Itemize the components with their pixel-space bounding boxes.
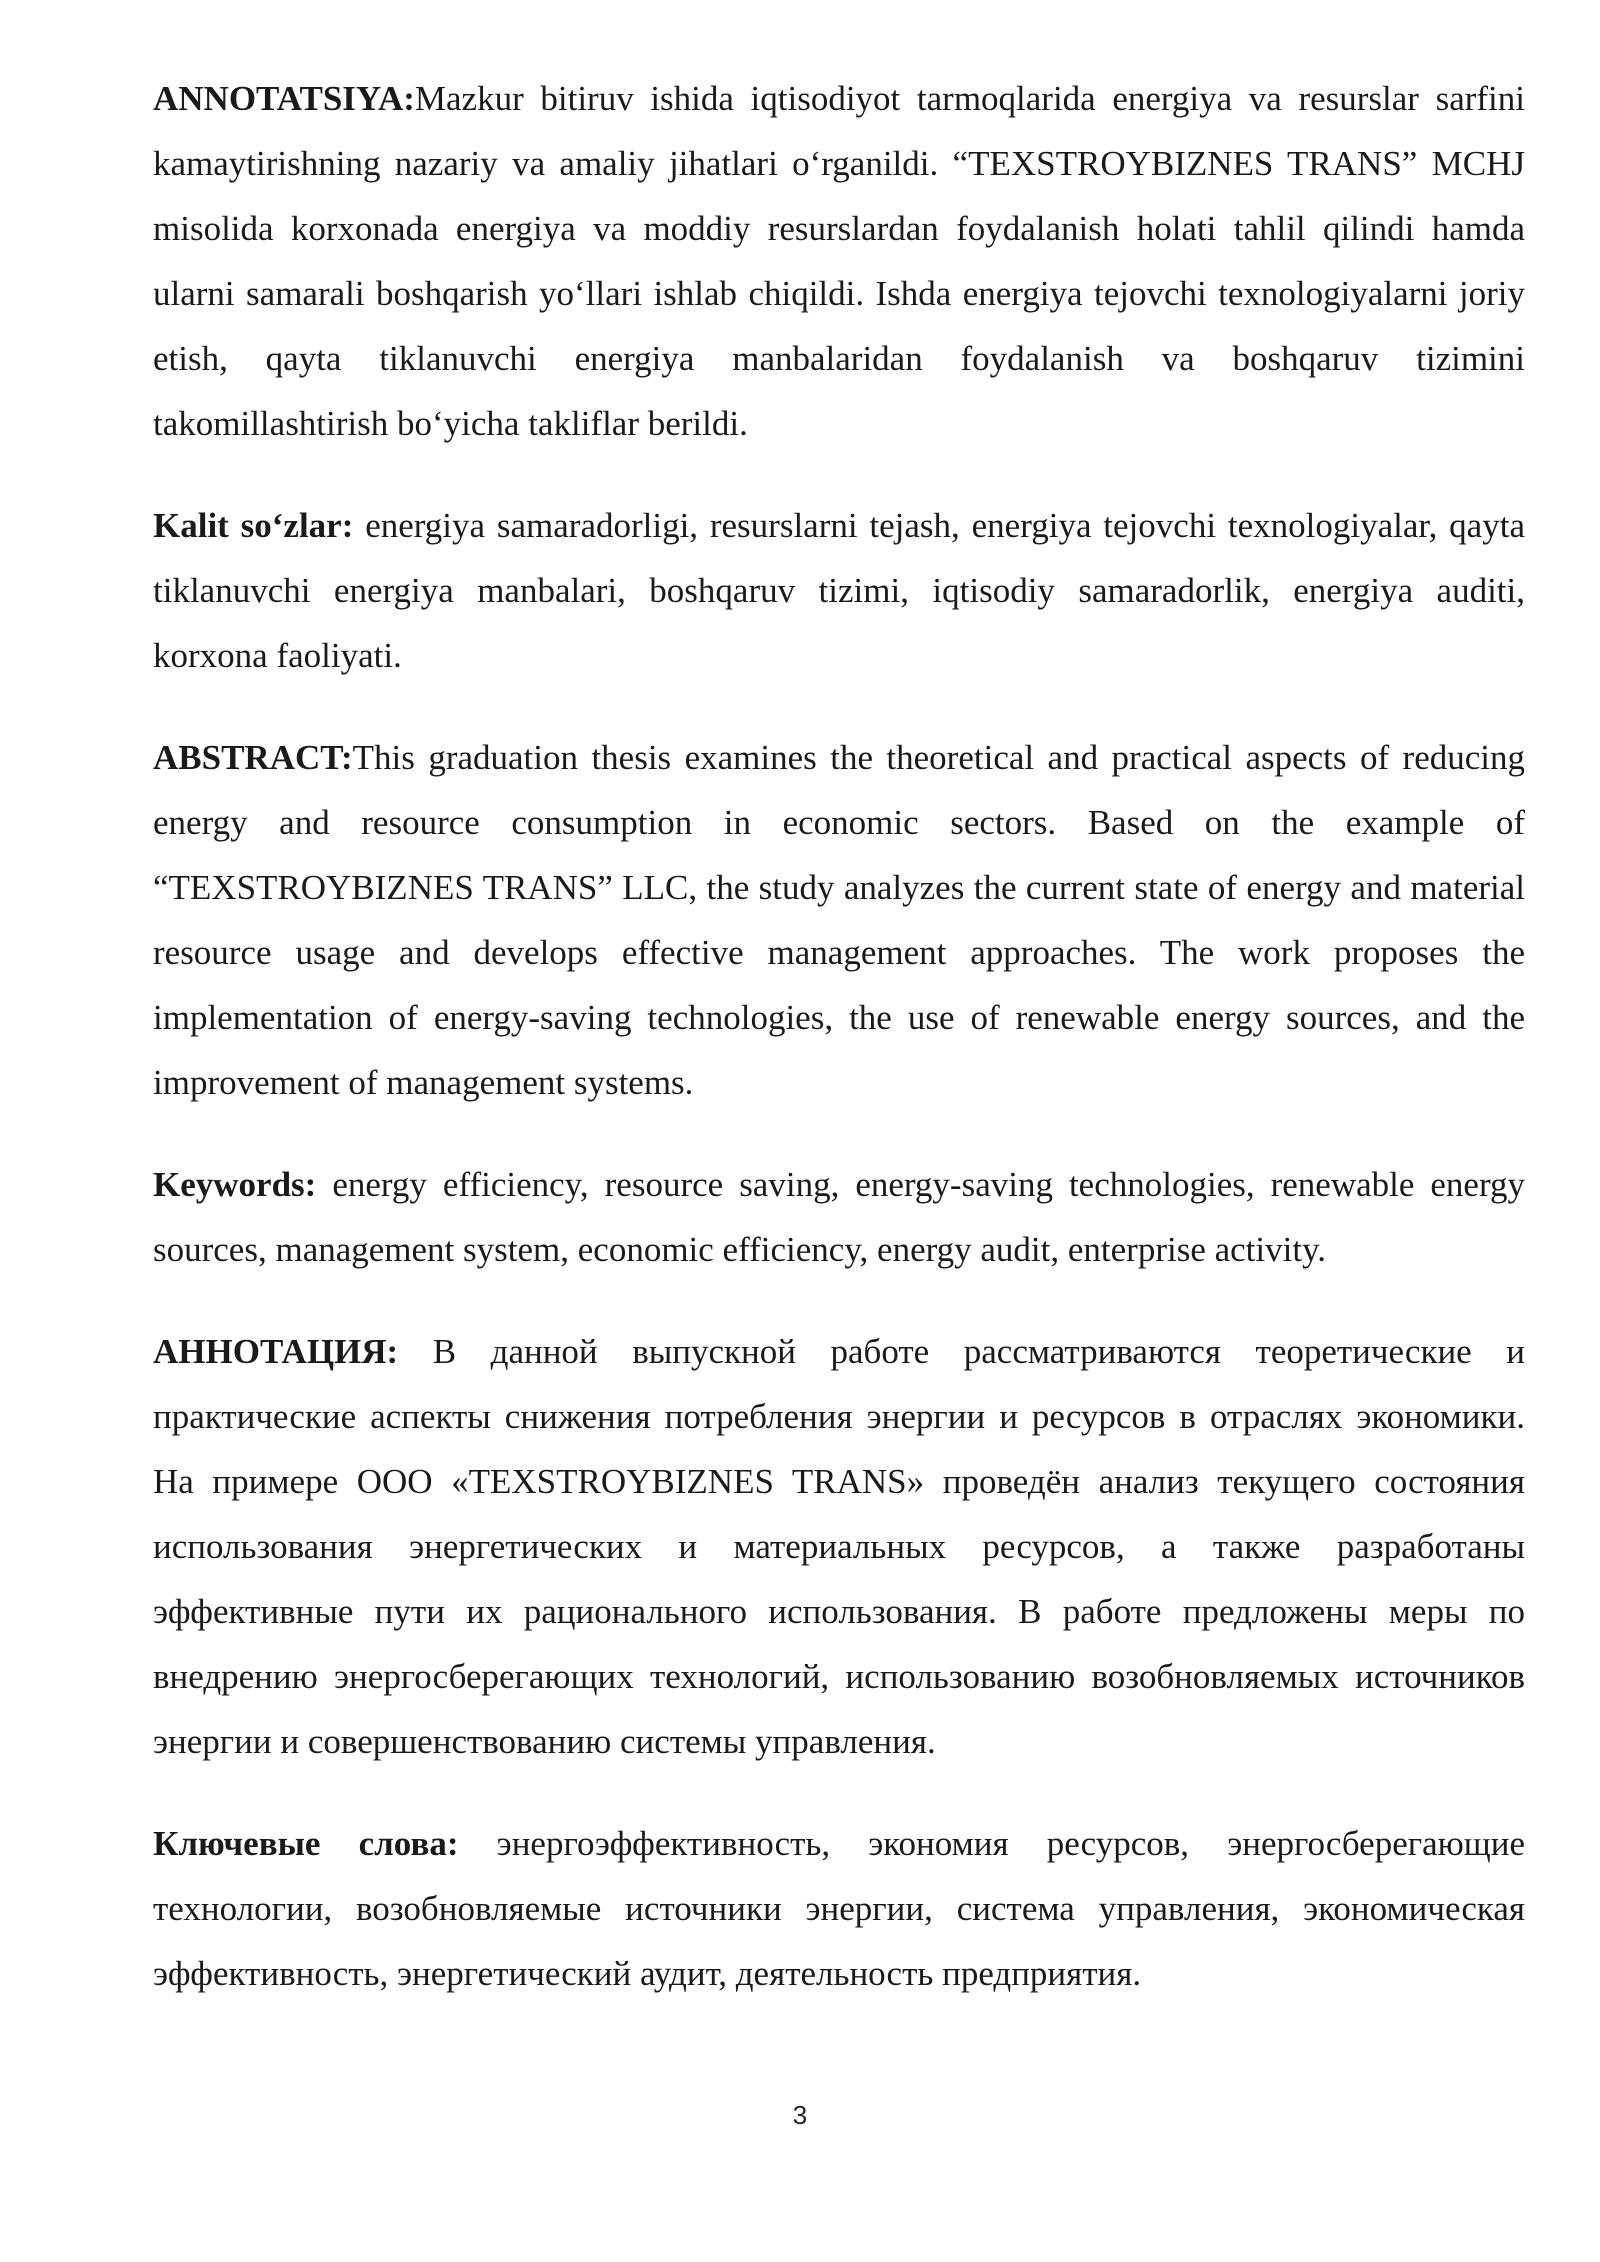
abstract-label: ABSTRACT: — [153, 738, 353, 777]
kalit-sozlar-text: energiya samaradorligi, resurslarni tejash, energiya tejovchi texnologiyalar, qayta tiklanuvchi energiya manbalari, boshqaruv tizimi, iqtisodiy samaradorlik, energiya auditi, korxona faoliyati. — [153, 506, 1525, 675]
keywords-label: Keywords: — [153, 1165, 317, 1204]
annotatsiya-ru-text: В данной выпускной работе рассматриваются теоретические и практические аспекты снижения потребления энергии и ресурсов в отраслях экономики. На примере ООО «TEXSTROYBIZNES TRANS» проведён анализ текущего состояния использования энергетических и материальных ресурсов, а также разработаны эффективные пути их рационального использования. В работе предложены меры по внедрению энергосберегающих технологий, использованию возобновляемых источников энергии и совершенствованию системы управления. — [153, 1332, 1525, 1761]
kalit-sozlar-paragraph — [153, 493, 1525, 688]
annotatsiya-ru-paragraph — [153, 1319, 1525, 1774]
page-content — [153, 66, 1525, 2043]
abstract-text: This graduation thesis examines the theoretical and practical aspects of reducing energy and resource consumption in economic sectors. Based on the example of “TEXSTROYBIZNES TRANS” LLC, the study analyzes the current state of energy and material resource usage and develops effective management approaches. The work proposes the implementation of energy-saving technologies, the use of renewable energy sources, and the improvement of management systems. — [153, 738, 1525, 1102]
kalit-sozlar-label: Kalit so‘zlar: — [153, 506, 354, 545]
klyuchevye-slova-label: Ключевые слова: — [153, 1824, 459, 1863]
annotatsiya-label: ANNOTATSIYA: — [153, 79, 415, 118]
keywords-paragraph — [153, 1152, 1525, 1282]
page-number: 3 — [792, 2100, 808, 2130]
abstract-paragraph — [153, 725, 1525, 1115]
klyuchevye-slova-paragraph — [153, 1811, 1525, 2006]
keywords-text: energy efficiency, resource saving, energy-saving technologies, renewable energy sources, management system, economic efficiency, energy audit, enterprise activity. — [153, 1165, 1525, 1269]
klyuchevye-slova-text: энергоэффективность, экономия ресурсов, энергосберегающие технологии, возобновляемые источники энергии, система управления, экономическая эффективность, энергетический аудит, деятельность предприятия. — [153, 1824, 1525, 1993]
annotatsiya-ru-label: АННОТАЦИЯ: — [153, 1332, 399, 1371]
annotatsiya-text: Mazkur bitiruv ishida iqtisodiyot tarmoqlarida energiya va resurslar sarfini kamaytirishning nazariy va amaliy jihatlari o‘rganildi. “TEXSTROYBIZNES TRANS” MCHJ misolida korxonada energiya va moddiy resurslardan foydalanish holati tahlil qilindi hamda ularni samarali boshqarish yo‘llari ishlab chiqildi. Ishda energiya tejovchi texnologiyalarni joriy etish, qayta tiklanuvchi energiya manbalaridan foydalanish va boshqaruv tizimini takomillashtirish bo‘yicha takliflar berildi. — [153, 79, 1525, 443]
annotatsiya-paragraph — [153, 66, 1525, 456]
